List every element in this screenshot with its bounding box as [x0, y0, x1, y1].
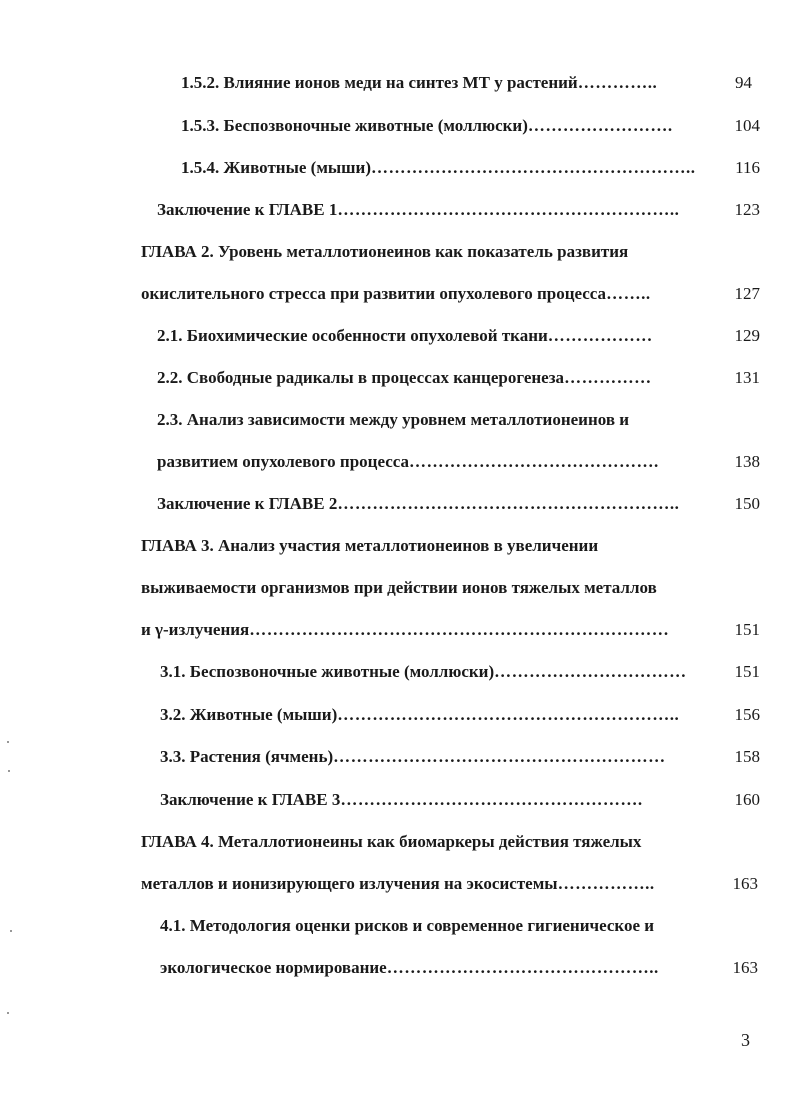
toc-entry-1-5-4: 1.5.4. Животные (мыши)………………………………………………..	[181, 158, 696, 177]
toc-page-3-2: 156	[734, 705, 760, 724]
scan-speck	[10, 930, 12, 932]
toc-page-2-2: 131	[734, 368, 760, 387]
toc-chapter-4-line-2: металлов и ионизирующего излучения на экосистемы……………..	[141, 874, 655, 893]
toc-chapter-3-line-1: ГЛАВА 3. Анализ участия металлотионеинов в увеличении	[141, 536, 599, 555]
toc-page-conclusion-1: 123	[734, 200, 760, 219]
scan-speck	[7, 741, 9, 743]
toc-page-chapter-3: 151	[734, 620, 760, 639]
toc-entry-3-2: 3.2. Животные (мыши)…………………………………………………..	[160, 705, 680, 724]
toc-entry-4-1-line-1: 4.1. Методология оценки рисков и современное гигиеническое и	[160, 916, 655, 935]
toc-entry-3-1: 3.1. Беспозвоночные животные (моллюски)……………………………	[160, 662, 687, 681]
toc-entry-1-5-3: 1.5.3. Беспозвоночные животные (моллюски)…………………….	[181, 116, 673, 135]
toc-page-conclusion-2: 150	[734, 494, 760, 513]
toc-page-1-5-4: 116	[735, 158, 760, 177]
scan-speck	[7, 1012, 9, 1014]
toc-entry-2-2: 2.2. Свободные радикалы в процессах канцерогенеза……………	[157, 368, 652, 387]
scan-speck	[8, 770, 10, 772]
toc-page-conclusion-3: 160	[734, 790, 760, 809]
toc-page-1-5-2: 94	[735, 73, 752, 92]
toc-page-3-1: 151	[734, 662, 760, 681]
toc-entry-2-3-line-1: 2.3. Анализ зависимости между уровнем металлотионеинов и	[157, 410, 630, 429]
toc-entry-1-5-2: 1.5.2. Влияние ионов меди на синтез МТ у растений…………..	[181, 73, 658, 92]
toc-page-3-3: 158	[734, 747, 760, 766]
toc-entry-conclusion-1: Заключение к ГЛАВЕ 1…………………………………………………..	[157, 200, 680, 219]
toc-page-1-5-3: 104	[734, 116, 760, 135]
toc-entry-conclusion-3: Заключение к ГЛАВЕ 3…………………………………………….	[160, 790, 643, 809]
toc-chapter-3-line-2: выживаемости организмов при действии ионов тяжелых металлов	[141, 578, 657, 597]
toc-chapter-4-line-1: ГЛАВА 4. Металлотионеины как биомаркеры действия тяжелых	[141, 832, 642, 851]
toc-entry-2-3-line-2: развитием опухолевого процесса…………………………………….	[157, 452, 659, 471]
toc-chapter-3-line-3: и γ-излучения………………………………………………………………	[141, 620, 670, 639]
toc-page-chapter-4: 163	[732, 874, 758, 893]
toc-chapter-2-line-1: ГЛАВА 2. Уровень металлотионеинов как показатель развития	[141, 242, 629, 261]
toc-entry-3-3: 3.3. Растения (ячмень)…………………………………………………	[160, 747, 666, 766]
toc-page-2-1: 129	[734, 326, 760, 345]
toc-page-chapter-2: 127	[734, 284, 760, 303]
toc-entry-2-1: 2.1. Биохимические особенности опухолевой ткани………………	[157, 326, 653, 345]
toc-page-4-1: 163	[732, 958, 758, 977]
toc-chapter-2-line-2: окислительного стресса при развитии опухолевого процесса……..	[141, 284, 651, 303]
page-number: 3	[741, 1030, 750, 1050]
toc-entry-conclusion-2: Заключение к ГЛАВЕ 2…………………………………………………..	[157, 494, 680, 513]
toc-entry-4-1-line-2: экологическое нормирование………………………………………..	[160, 958, 659, 977]
toc-page-2-3: 138	[734, 452, 760, 471]
